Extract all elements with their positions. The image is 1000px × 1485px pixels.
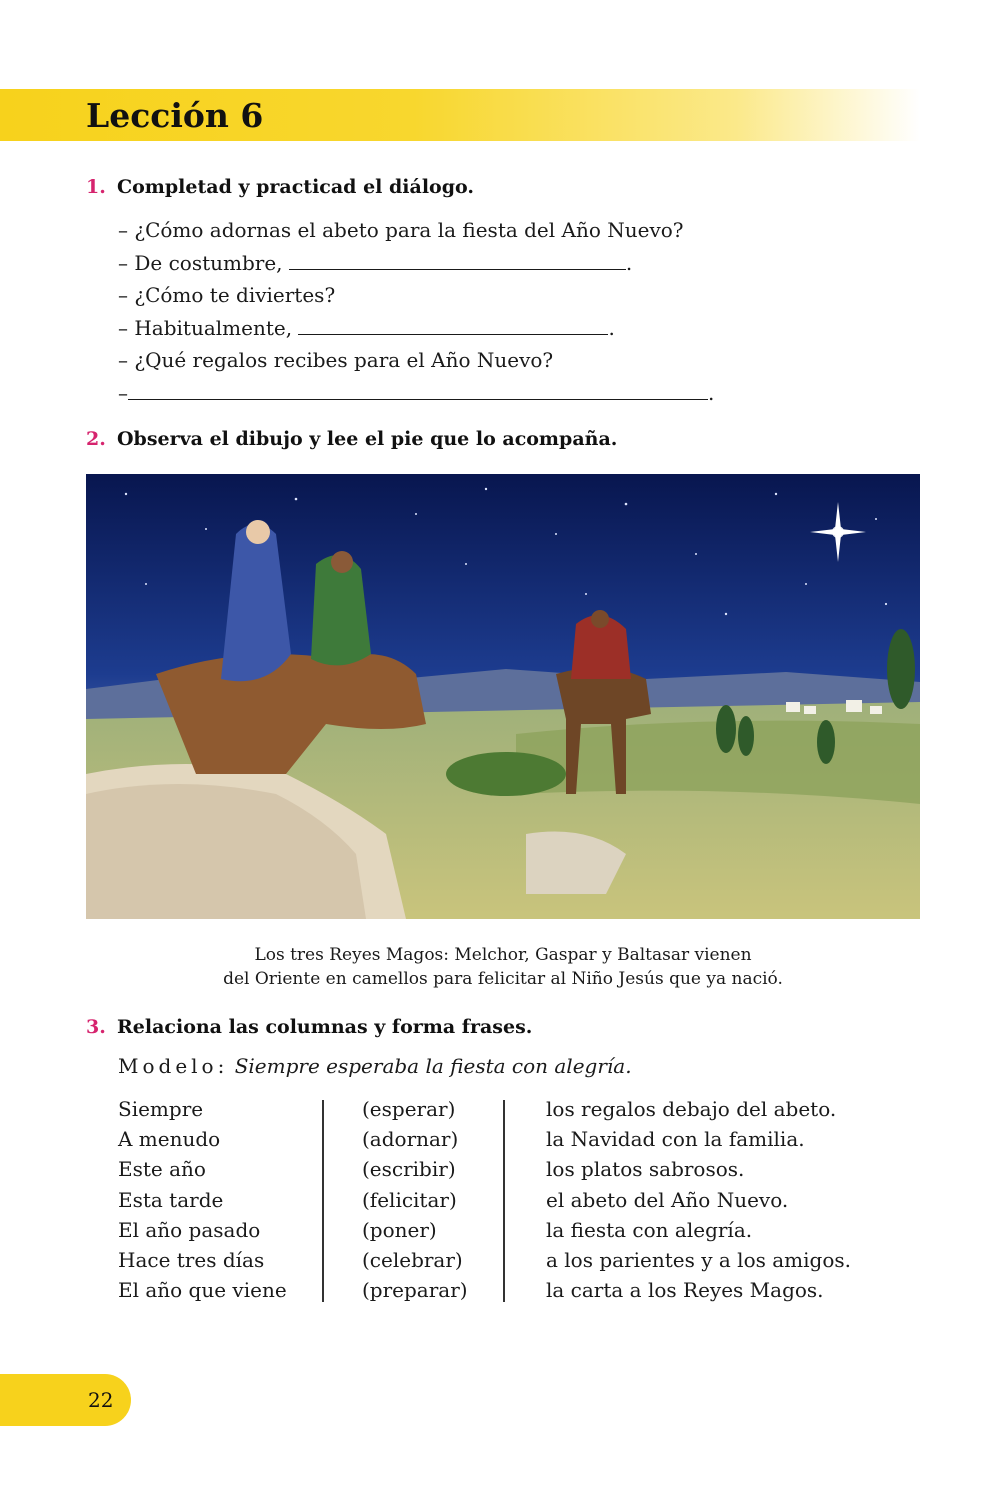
list-item: Esta tarde (118, 1187, 224, 1212)
exercise-2-instruction: Observa el dibujo y lee el pie que lo acompaña. (117, 428, 618, 450)
answer-blank[interactable] (128, 377, 708, 400)
answer-blank[interactable] (298, 312, 608, 335)
dialog-line: – De costumbre, . (118, 247, 714, 280)
dialog-line: – ¿Qué regalos recibes para el Año Nuevo? (118, 348, 554, 373)
exercise-3-number: 3. (86, 1016, 106, 1038)
dialog-line: – ¿Cómo te diviertes? (118, 283, 336, 308)
three-kings-illustration (86, 474, 920, 919)
column-divider (503, 1100, 505, 1302)
model-text: Siempre esperaba la fiesta con alegría. (234, 1054, 632, 1078)
caption-line-1: Los tres Reyes Magos: Melchor, Gaspar y Baltasar vienen (254, 945, 752, 965)
list-item: El año que viene (118, 1278, 287, 1303)
exercise-2-heading (86, 426, 617, 452)
list-item: la Navidad con la familia. (546, 1127, 805, 1152)
list-item: el abeto del Año Nuevo. (546, 1187, 789, 1212)
list-item: (adornar) (362, 1127, 459, 1152)
list-item: (preparar) (362, 1278, 468, 1303)
list-item: los regalos debajo del abeto. (546, 1097, 837, 1121)
exercise-3-instruction: Relaciona las columnas y forma frases. (117, 1016, 533, 1038)
column-divider (322, 1100, 324, 1302)
page-number: 22 (88, 1388, 114, 1412)
list-item: (celebrar) (362, 1248, 463, 1273)
list-item: Hace tres días (118, 1248, 265, 1273)
list-item: (felicitar) (362, 1187, 457, 1212)
dialog-line: – Habitualmente, . (118, 312, 714, 345)
list-item: Este año (118, 1157, 206, 1182)
dialog-line: – ¿Cómo adornas el abeto para la fiesta del Año Nuevo? (118, 218, 684, 242)
list-item: Siempre (118, 1097, 204, 1121)
time-expressions-column (118, 1094, 287, 1305)
list-item: A menudo (118, 1127, 221, 1152)
answer-blank[interactable] (289, 247, 626, 270)
model-label: Modelo: (118, 1054, 229, 1078)
list-item: El año pasado (118, 1217, 261, 1242)
list-item: a los parientes y a los amigos. (546, 1248, 851, 1273)
illustration-caption (86, 943, 920, 991)
exercise-2-number: 2. (86, 428, 106, 450)
list-item: la carta a los Reyes Magos. (546, 1278, 824, 1303)
exercise-1-instruction: Completad y practicad el diálogo. (117, 176, 474, 198)
dialog-lines (118, 214, 714, 410)
list-item: (escribir) (362, 1157, 456, 1182)
list-item: (poner) (362, 1217, 437, 1242)
verbs-column (362, 1094, 468, 1305)
list-item: (esperar) (362, 1097, 456, 1121)
list-item: la fiesta con alegría. (546, 1217, 753, 1242)
exercise-1-heading (86, 174, 474, 200)
model-sentence (118, 1052, 632, 1080)
list-item: los platos sabrosos. (546, 1157, 745, 1182)
objects-column (546, 1094, 851, 1305)
exercise-1-number: 1. (86, 176, 106, 198)
lesson-title: Lección 6 (86, 96, 264, 135)
exercise-3-heading (86, 1014, 532, 1040)
caption-line-2: del Oriente en camellos para felicitar al Niño Jesús que ya nació. (223, 969, 783, 989)
dialog-line: – . (118, 377, 714, 410)
